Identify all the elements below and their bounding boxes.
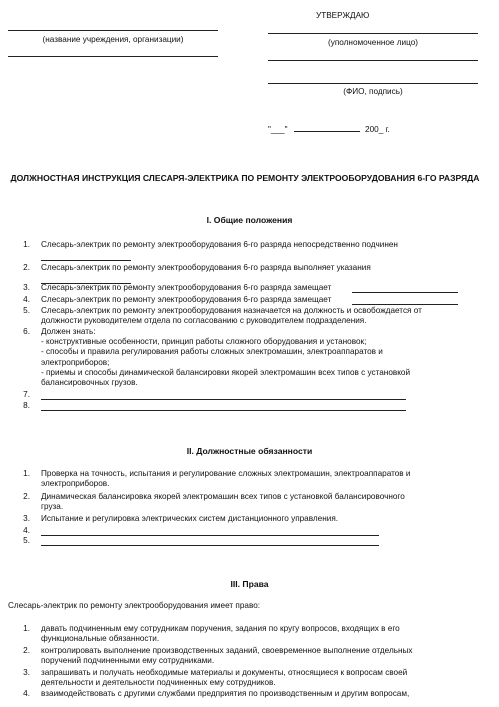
list-item-number: 4.	[23, 526, 30, 535]
section-rights-intro: Слесарь-электрик по ремонту электрооборудования имеет право:	[8, 601, 261, 610]
approval-stamp	[0, 0, 499, 140]
fill-in-line	[352, 292, 458, 293]
list-item-number: 3.	[23, 283, 30, 292]
list-item-number: 3.	[23, 668, 30, 677]
authorized-line	[268, 33, 478, 34]
list-item-text: балансировочных грузов.	[41, 378, 138, 387]
fill-in-line	[41, 545, 379, 546]
org-name-caption: (название учреждения, организации)	[42, 35, 184, 44]
list-item-text: Испытание и регулировка электрических систем дистанционного управления.	[41, 514, 339, 523]
list-item-text: запрашивать и получать необходимые материалы и документы, относящиеся к вопросам своей	[41, 668, 408, 677]
list-item-text: - приемы и способы динамической балансировки якорей электромашин всех типов с установкой	[41, 367, 411, 377]
list-item-text: Слесарь-электрик по ремонту электрооборудования 6-го разряда выполняет указания	[41, 263, 371, 272]
list-item-text: Динамическая балансировка якорей электромашин всех типов с установкой балансировочного	[41, 492, 405, 501]
org-name-line-2	[8, 56, 218, 57]
list-item-text: Слесарь-электрик по ремонту электрооборудования 6-го разряда непосредственно подчинен	[41, 240, 398, 249]
list-item-number: 2.	[23, 646, 30, 655]
fill-in-line	[41, 399, 406, 400]
list-item-number: 7.	[23, 390, 30, 399]
section-rights-heading: III. Права	[230, 579, 269, 589]
list-item-text: электроприборов.	[41, 479, 110, 489]
list-item-text: Слесарь-электрик по ремонту электрооборудования 6-го разряда замещает	[41, 295, 332, 304]
list-item-text: давать подчиненным ему сотрудникам поручения, задания по кругу вопросов, входящих в его	[41, 624, 400, 633]
date-field	[268, 124, 390, 135]
list-item-text: деятельности и деятельности подчиненных ему сотрудников.	[41, 678, 276, 688]
date-month-blank	[294, 124, 360, 132]
list-item-text: Должен знать:	[41, 327, 96, 336]
approve-label: УТВЕРЖДАЮ	[316, 11, 370, 20]
list-item-text: контролировать выполнение производственных заданий, своевременное выполнение отдельных	[41, 646, 413, 655]
list-item-text: должности руководителем отдела по согласованию с руководителем подразделения.	[41, 316, 367, 326]
list-item-number: 1.	[23, 469, 30, 478]
list-item-number: 2.	[23, 263, 30, 272]
fill-in-line	[41, 410, 406, 411]
section-general-heading: I. Общие положения	[206, 215, 293, 225]
document-title: ДОЛЖНОСТНАЯ ИНСТРУКЦИЯ СЛЕСАРЯ-ЭЛЕКТРИКА ПО РЕМОНТУ ЭЛЕКТРООБОРУДОВАНИЯ 6-ГО РАЗРЯДА	[10, 173, 480, 183]
list-item-number: 4.	[23, 295, 30, 304]
list-item-text: груза.	[41, 502, 64, 512]
list-item-number: 4.	[23, 689, 30, 698]
org-name-line	[8, 30, 218, 31]
list-item-number: 1.	[23, 240, 30, 249]
list-item-text: - способы и правила регулирования работы сложных электромашин, электроаппаратов и	[41, 347, 383, 357]
list-item-number: 3.	[23, 514, 30, 523]
list-item-text: Слесарь-электрик по ремонту электрооборудования назначается на должность и освобождается от	[41, 306, 422, 315]
authorized-caption: (уполномоченное лицо)	[328, 38, 418, 47]
list-item-number: 2.	[23, 492, 30, 501]
list-item-text: Слесарь-электрик по ремонту электрооборудования 6-го разряда замещает	[41, 283, 332, 292]
date-day: "___"	[268, 125, 288, 134]
list-item-text: Проверка на точность, испытания и регулирование сложных электромашин, электроаппаратов и	[41, 469, 411, 478]
date-year: 200_ г.	[365, 125, 390, 134]
list-item-text: поручений подчиненными ему сотрудниками.	[41, 656, 215, 666]
list-item-text: взаимодействовать с другими службами предприятия по производственным и другим вопросам,	[41, 689, 410, 698]
list-item-number: 5.	[23, 306, 30, 315]
fill-in-line	[41, 535, 379, 536]
fill-in-line	[41, 260, 131, 261]
list-item-number: 6.	[23, 327, 30, 336]
section-duties-heading: II. Должностные обязанности	[186, 446, 313, 456]
signature-caption: (ФИО, подпись)	[343, 87, 403, 96]
signature-line	[268, 83, 478, 84]
fill-in-line	[352, 304, 458, 305]
list-item-number: 1.	[23, 624, 30, 633]
list-item-number: 8.	[23, 401, 30, 410]
list-item-text: электроприборов;	[41, 357, 110, 367]
authorized-line-2	[268, 60, 478, 61]
list-item-text: функциональные обязанности.	[41, 634, 160, 644]
list-item-text: - конструктивные особенности, принцип работы сложного оборудования и установок;	[41, 337, 367, 347]
list-item-number: 5.	[23, 536, 30, 545]
